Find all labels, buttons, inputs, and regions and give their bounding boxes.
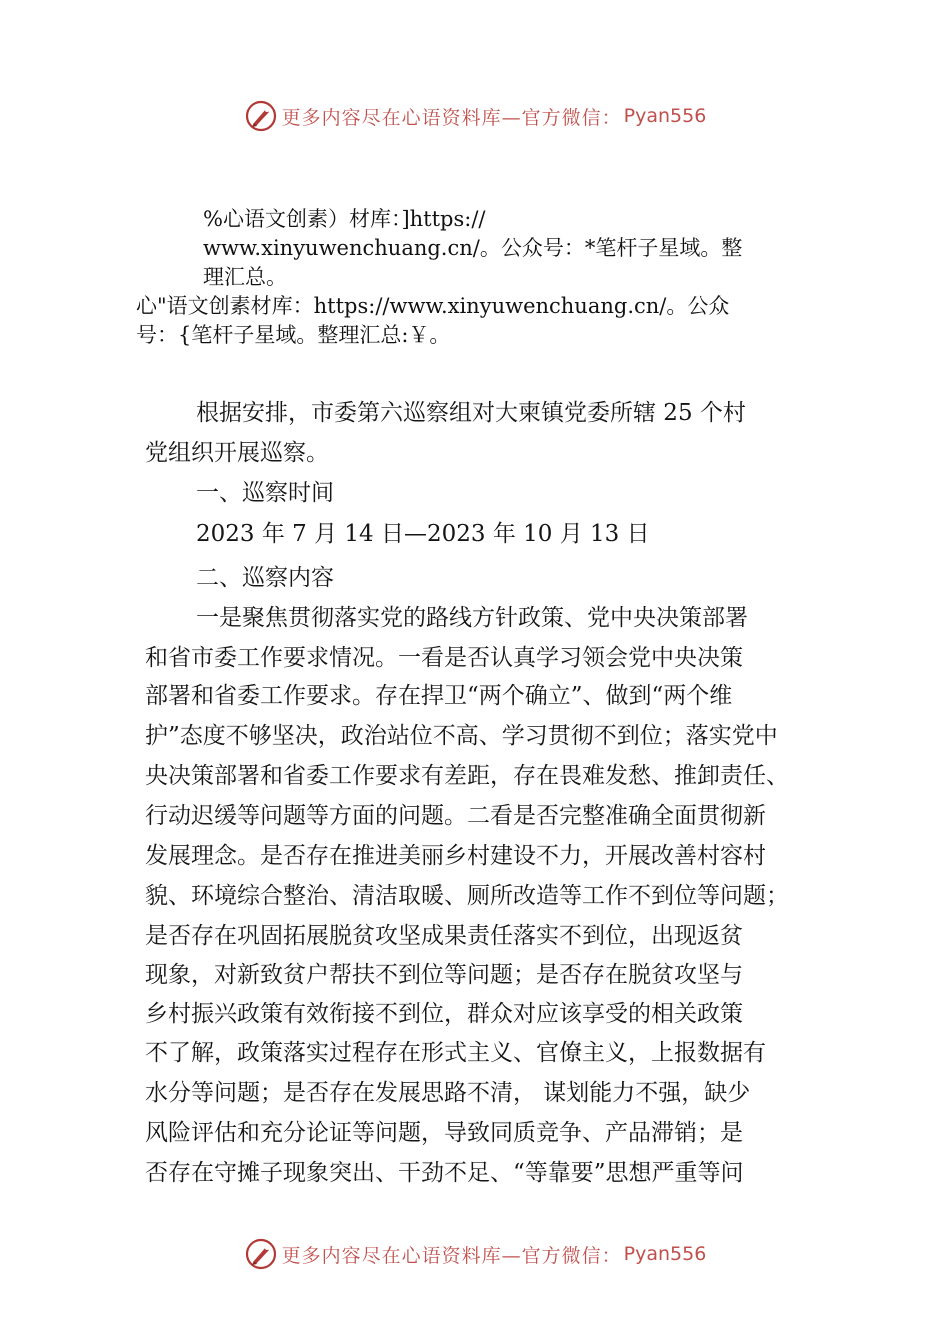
footer-watermark-banner <box>0 1234 950 1274</box>
section-heading: 二、巡察内容 <box>196 565 334 591</box>
source-notice-line: 号：{笔杆子星域。整理汇总:￥。 <box>136 323 451 347</box>
paragraph-line: 现象，对新致贫户帮扶不到位等问题；是否存在脱贫攻坚与 <box>145 962 743 988</box>
paragraph-line: 水分等问题；是否存在发展思路不清， 谋划能力不强，缺少 <box>145 1080 751 1106</box>
paragraph-line: 根据安排，市委第六巡察组对大柬镇党委所辖 25 个村 <box>196 400 746 426</box>
paragraph-line: 一是聚焦贯彻落实党的路线方针政策、党中央决策部署 <box>196 605 748 631</box>
paragraph-line: 党组织开展巡察。 <box>145 440 329 466</box>
paragraph-line: 行动迟缓等问题等方面的问题。二看是否完整准确全面贯彻新 <box>145 803 766 829</box>
header-watermark-banner <box>0 96 950 136</box>
paragraph-line: 否存在守摊子现象突出、干劲不足、“等靠要”思想严重等问 <box>145 1160 744 1186</box>
date-range: 2023 年 7 月 14 日—2023 年 10 月 13 日 <box>196 521 650 547</box>
paragraph-line: 乡村振兴政策有效衔接不到位，群众对应该享受的相关政策 <box>145 1001 743 1027</box>
paragraph-line: 是否存在巩固拓展脱贫攻坚成果责任落实不到位，出现返贫 <box>145 923 743 949</box>
paragraph-line: 风险评估和充分论证等问题，导致同质竞争、产品滞销；是 <box>145 1120 743 1146</box>
paragraph-line: 不了解，政策落实过程存在形式主义、官僚主义，上报数据有 <box>145 1040 766 1066</box>
banner-wechat-id: Pyan556 <box>623 1243 707 1265</box>
source-notice-line: www.xinyuwenchuang.cn/。公众号：*笔杆子星域。整 <box>203 236 743 260</box>
paragraph-line: 发展理念。是否存在推进美丽乡村建设不力，开展改善村容村 <box>145 843 766 869</box>
section-heading: 一、巡察时间 <box>196 480 334 506</box>
source-notice-line: 理汇总。 <box>203 265 287 289</box>
banner-wechat-id: Pyan556 <box>623 105 707 127</box>
source-notice-line: 心"语文创素材库：https://www.xinyuwenchuang.cn/。公众 <box>136 294 730 318</box>
pen-seal-logo-icon <box>244 1237 278 1271</box>
pen-seal-logo-icon <box>244 99 278 133</box>
paragraph-line: 貌、环境综合整治、清洁取暖、厕所改造等工作不到位等问题； <box>145 883 789 909</box>
banner-text: 更多内容尽在心语资料库—官方微信： <box>281 1244 622 1267</box>
banner-text: 更多内容尽在心语资料库—官方微信： <box>281 106 622 129</box>
source-notice-line: %心语文创素）材库：]https:// <box>203 207 486 231</box>
paragraph-line: 和省市委工作要求情况。一看是否认真学习领会党中央决策 <box>145 645 743 671</box>
paragraph-line: 护”态度不够坚决，政治站位不高、学习贯彻不到位；落实党中 <box>145 723 778 749</box>
paragraph-line: 部署和省委工作要求。存在捍卫“两个确立”、做到“两个维 <box>145 683 733 709</box>
paragraph-line: 央决策部署和省委工作要求有差距，存在畏难发愁、推卸责任、 <box>145 763 789 789</box>
